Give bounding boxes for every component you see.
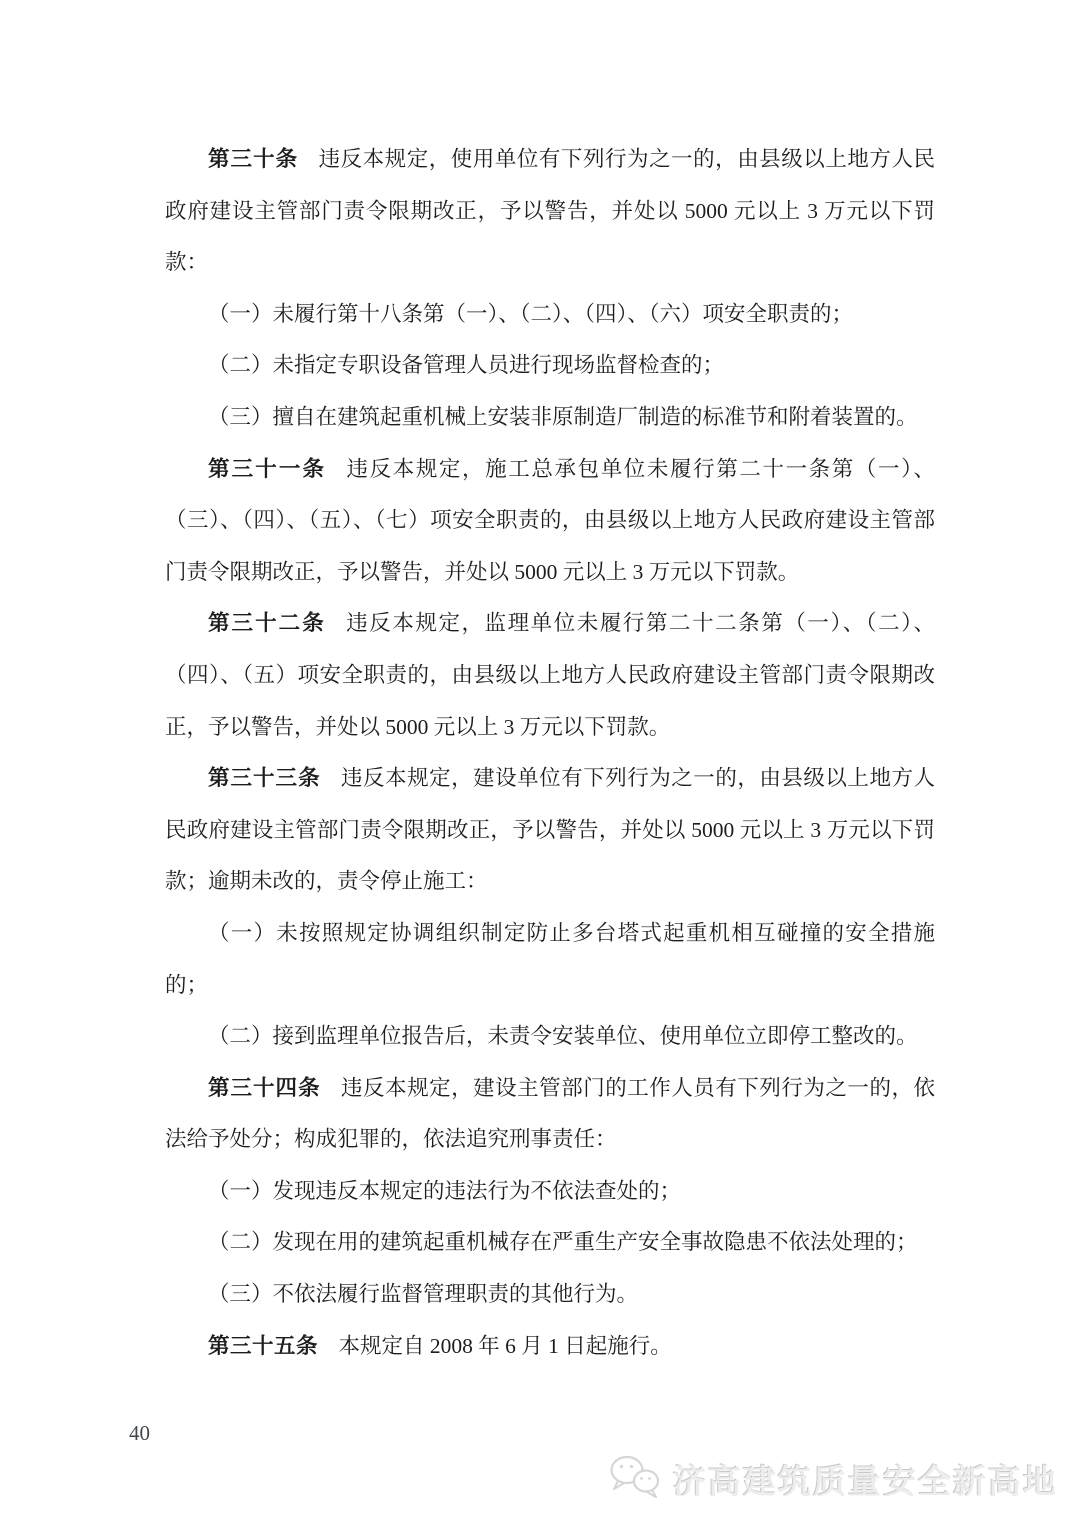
article-34-item-1-text: （一）发现违反本规定的违法行为不依法查处的；	[208, 1178, 682, 1203]
article-31-title: 第三十一条	[208, 456, 327, 481]
document-body	[165, 134, 935, 1372]
article-32-paragraph	[165, 598, 935, 753]
article-30-title: 第三十条	[208, 147, 299, 171]
article-30-item-2-text: （二）未指定专职设备管理人员进行现场监督检查的；	[208, 353, 725, 378]
article-34-item-3-text: （三）不依法履行监督管理职责的其他行为。	[208, 1282, 639, 1307]
article-33-item-1-text: （一）未按照规定协调组织制定防止多台塔式起重机相互碰撞的安全措施的；	[165, 920, 935, 997]
article-30-item-3-text: （三）擅自在建筑起重机械上安装非原制造厂制造的标准节和附着装置的。	[208, 404, 918, 429]
article-34-item-2	[165, 1217, 935, 1269]
article-34-item-3	[165, 1269, 935, 1321]
article-33-item-2	[165, 1011, 935, 1063]
article-30-item-3	[165, 392, 935, 444]
article-34-body: 违反本规定，建设主管部门的工作人员有下列行为之一的，依法给予处分；构成犯罪的，依法追究刑事责任：	[165, 1075, 935, 1152]
article-32-body: 违反本规定，监理单位未履行第二十二条第（一）、（二）、（四）、（五）项安全职责的，由县级以上地方人民政府建设主管部门责令限期改正，予以警告，并处以 5000 元以上 3 万元以下罚款。	[165, 611, 935, 739]
article-34-title: 第三十四条	[208, 1075, 321, 1100]
article-34-item-1	[165, 1166, 935, 1218]
article-30-item-1	[165, 289, 935, 341]
article-33-item-1	[165, 908, 935, 1011]
page-number: 40	[129, 1421, 150, 1445]
article-31-body: 违反本规定，施工总承包单位未履行第二十一条第（一）、（三）、（四）、（五）、（七）项安全职责的，由县级以上地方人民政府建设主管部门责令限期改正，予以警告，并处以 5000 元以上 3 万元以下罚款。	[165, 456, 935, 584]
article-35-title: 第三十五条	[208, 1333, 319, 1358]
article-32-title: 第三十二条	[208, 611, 326, 636]
article-33-item-2-text: （二）接到监理单位报告后，未责令安装单位、使用单位立即停工整改的。	[208, 1024, 918, 1049]
article-33-title: 第三十三条	[208, 766, 321, 791]
watermark	[605, 1452, 1058, 1507]
watermark-text: 济高建筑质量安全新高地	[673, 1463, 1058, 1500]
article-33-paragraph	[165, 753, 935, 908]
article-30-item-1-text: （一）未履行第十八条第（一）、（二）、（四）、（六）项安全职责的；	[208, 301, 854, 326]
article-30-item-2	[165, 340, 935, 392]
article-33-body: 违反本规定，建设单位有下列行为之一的，由县级以上地方人民政府建设主管部门责令限期改正，予以警告，并处以 5000 元以上 3 万元以下罚款；逾期未改的，责令停止施工：	[165, 766, 935, 894]
article-34-paragraph	[165, 1063, 935, 1166]
article-30-body: 违反本规定，使用单位有下列行为之一的，由县级以上地方人民政府建设主管部门责令限期改正，予以警告，并处以 5000 元以上 3 万元以下罚款：	[165, 147, 935, 275]
wechat-icon	[605, 1452, 663, 1507]
article-31-paragraph	[165, 444, 935, 599]
article-30-paragraph	[165, 134, 935, 289]
article-35-paragraph	[165, 1321, 935, 1373]
article-35-body: 本规定自 2008 年 6 月 1 日起施行。	[338, 1333, 672, 1358]
article-34-item-2-text: （二）发现在用的建筑起重机械存在严重生产安全事故隐患不依法处理的；	[208, 1230, 918, 1255]
